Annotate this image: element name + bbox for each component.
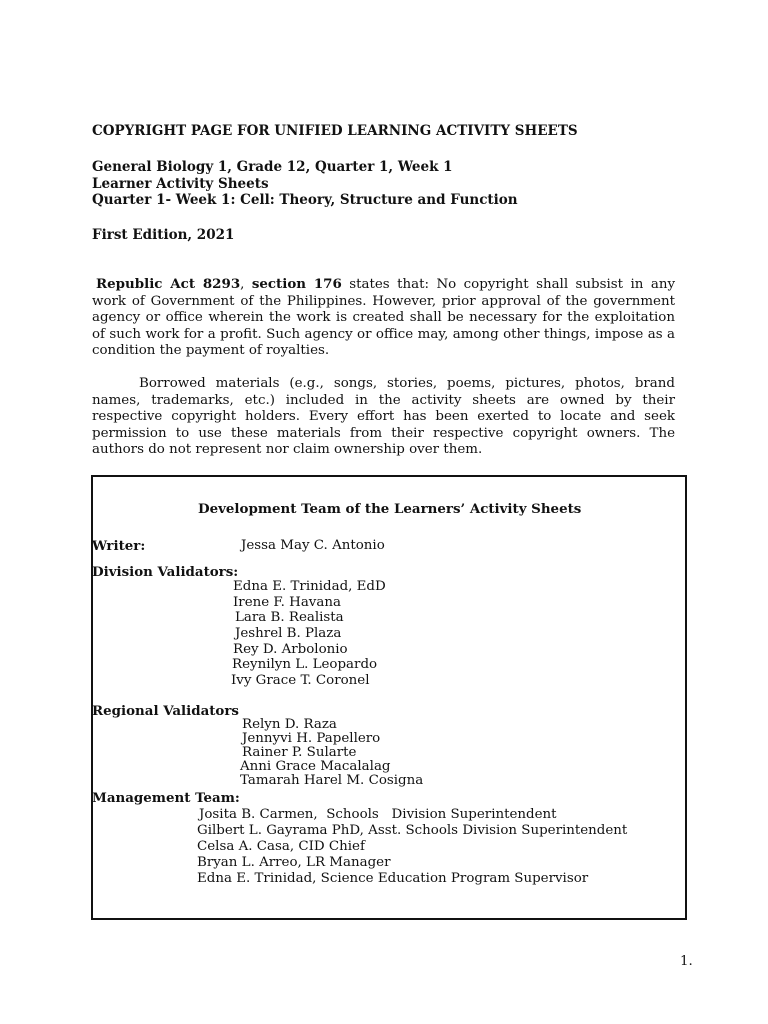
- management-member: Bryan L. Arreo, LR Manager: [197, 855, 391, 870]
- division-validator: Edna E. Trinidad, EdD: [233, 579, 386, 594]
- management-member: Edna E. Trinidad, Science Education Program Supervisor: [197, 871, 589, 886]
- division-validator: Ivy Grace T. Coronel: [231, 673, 370, 688]
- division-validator: Reynilyn L. Leopardo: [232, 657, 378, 672]
- regional-validator: Rainer P. Sularte: [242, 745, 357, 760]
- division-validator: Lara B. Realista: [235, 610, 344, 625]
- edition: First Edition, 2021: [92, 227, 235, 243]
- management-member: Gilbert L. Gayrama PhD, Asst. Schools Division Superintendent: [197, 823, 628, 838]
- division-validator: Jeshrel B. Plaza: [235, 626, 342, 641]
- regional-validator: Tamarah Harel M. Cosigna: [240, 773, 424, 788]
- page-number: 1.: [680, 954, 693, 969]
- management-member: Celsa A. Casa, CID Chief: [197, 839, 365, 854]
- act-reference: Republic Act 8293: [96, 276, 241, 292]
- division-validators-label: Division Validators:: [92, 564, 239, 580]
- development-team-box: [91, 475, 687, 920]
- page-title: COPYRIGHT PAGE FOR UNIFIED LEARNING ACTIVITY SHEETS: [92, 123, 578, 139]
- writer-label: Writer:: [92, 538, 146, 554]
- regional-validator: Jennyvi H. Papellero: [242, 731, 381, 746]
- regional-validator: Relyn D. Raza: [242, 717, 337, 732]
- act-separator: ,: [240, 277, 252, 292]
- paragraph-text: states that: No copyright shall subsist in any work of Government of the Philippines. However, prior approval of the government agency or office wherein the work is created shall be necessary for the exploitation of such work for a profit. Such agency or office may, among other things, impose as a condition the payment of royalties.: [92, 277, 676, 358]
- division-validator: Rey D. Arbolonio: [233, 642, 348, 657]
- subtitle-line: General Biology 1, Grade 12, Quarter 1, Week 1: [92, 159, 453, 175]
- management-team-label: Management Team:: [92, 790, 240, 806]
- management-member: Josita B. Carmen, Schools Division Superintendent: [199, 807, 557, 822]
- regional-validators-label: Regional Validators: [92, 703, 239, 719]
- regional-validator: Anni Grace Macalalag: [240, 759, 391, 774]
- division-validator: Irene F. Havana: [233, 595, 341, 610]
- copyright-paragraph: [92, 276, 675, 360]
- subtitle-line: Learner Activity Sheets: [92, 176, 269, 192]
- section-reference: section 176: [251, 276, 342, 292]
- team-heading: Development Team of the Learners’ Activity Sheets: [198, 501, 582, 517]
- subtitle-line: Quarter 1- Week 1: Cell: Theory, Structure and Function: [92, 192, 518, 208]
- writer-name: Jessa May C. Antonio: [241, 538, 385, 553]
- borrowed-materials-paragraph: Borrowed materials (e.g., songs, stories, poems, pictures, photos, brand names, trademarks, etc.) included in the activity sheets are owned by their respective copyright holders. Every effort has been exerted to locate and seek permission to use these materials from their respective copyright owners. The authors do not represent nor claim ownership over them.: [92, 376, 675, 457]
